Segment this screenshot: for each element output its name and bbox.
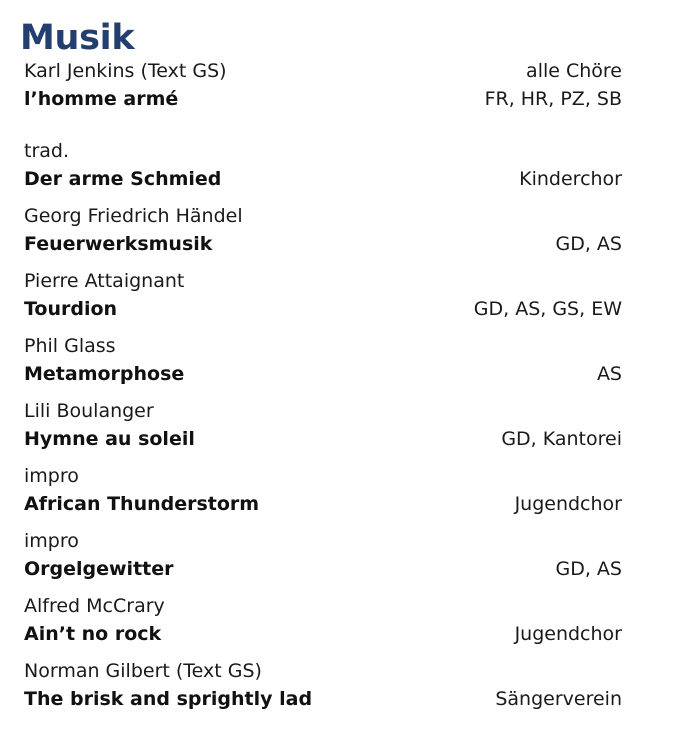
performers: GD, AS	[555, 558, 622, 580]
performers-line: alle Chöre	[526, 60, 622, 82]
composer-name: Georg Friedrich Händel	[24, 205, 243, 227]
piece-title: Tourdion	[24, 298, 118, 320]
piece-title: Orgelgewitter	[24, 558, 174, 580]
performers: Kinderchor	[519, 168, 622, 190]
program-entry	[24, 267, 622, 332]
composer-name: Phil Glass	[24, 335, 116, 357]
program-entry	[24, 397, 622, 462]
performers: GD, AS	[555, 233, 622, 255]
performers: AS	[596, 363, 622, 385]
piece-title: Ain’t no rock	[24, 623, 162, 645]
composer-name: trad.	[24, 140, 70, 162]
page-title: Musik	[20, 18, 135, 58]
piece-title: Feuerwerksmusik	[24, 233, 213, 255]
program-entry	[24, 202, 622, 267]
program-list	[24, 57, 622, 722]
performers-line: FR, HR, PZ, SB	[484, 88, 622, 110]
piece-title: l’homme armé	[24, 88, 179, 110]
performers: GD, AS, GS, EW	[473, 298, 622, 320]
composer-name: Karl Jenkins (Text GS)	[24, 60, 227, 82]
composer-name: impro	[24, 465, 79, 487]
piece-title: Metamorphose	[24, 363, 185, 385]
performers: GD, Kantorei	[501, 428, 622, 450]
program-entry	[24, 527, 622, 592]
piece-title: African Thunderstorm	[24, 493, 260, 515]
program-entry	[24, 332, 622, 397]
composer-name: Alfred McCrary	[24, 595, 165, 617]
performers: Jugendchor	[514, 493, 622, 515]
program-entry	[24, 57, 622, 137]
program-entry	[24, 137, 622, 202]
program-entry	[24, 657, 622, 722]
composer-name: Norman Gilbert (Text GS)	[24, 660, 262, 682]
piece-title: Der arme Schmied	[24, 168, 222, 190]
program-entry	[24, 462, 622, 527]
performers: Jugendchor	[514, 623, 622, 645]
performers	[485, 57, 622, 113]
piece-title: The brisk and sprightly lad	[24, 688, 313, 710]
composer-name: impro	[24, 530, 79, 552]
piece-title: Hymne au soleil	[24, 428, 195, 450]
program-entry	[24, 592, 622, 657]
performers: Sängerverein	[495, 688, 622, 710]
composer-name: Lili Boulanger	[24, 400, 154, 422]
composer-name: Pierre Attaignant	[24, 270, 185, 292]
